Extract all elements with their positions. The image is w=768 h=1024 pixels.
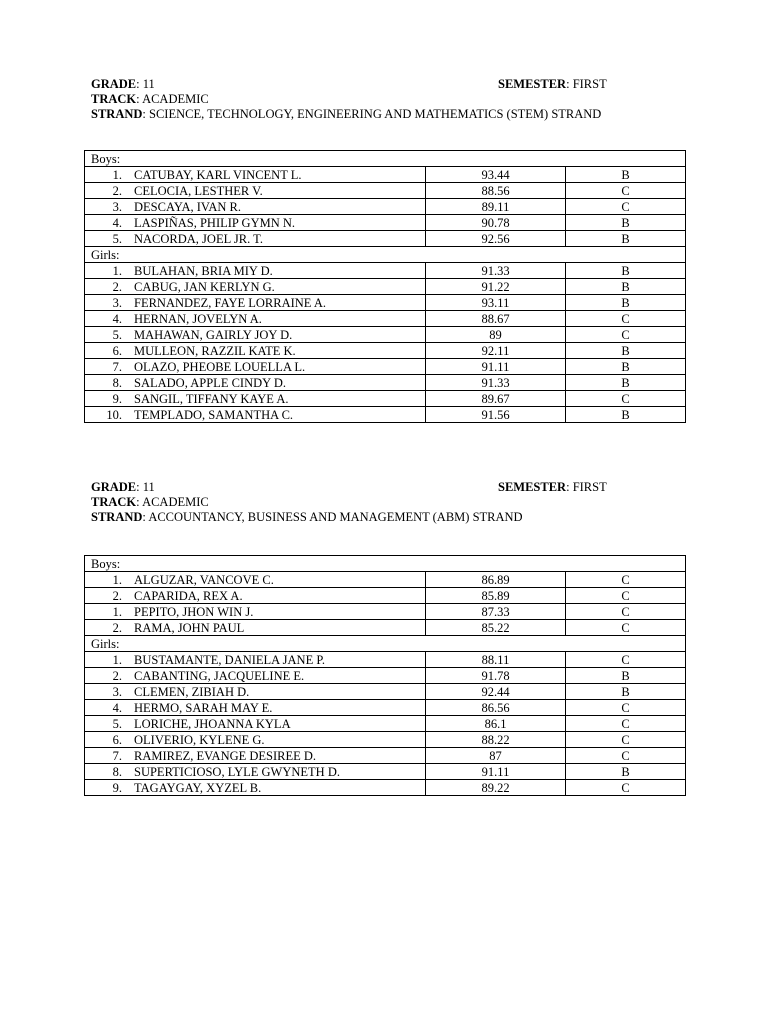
- row-number: 9.: [112, 391, 122, 406]
- grade-cell: 92.44: [426, 684, 566, 700]
- grade-cell: 85.22: [426, 620, 566, 636]
- row-number: 7.: [112, 748, 122, 763]
- rating-cell: C: [566, 780, 686, 796]
- student-name: CELOCIA, LESTHER V.: [134, 183, 263, 198]
- grade-label: GRADE: [91, 480, 137, 494]
- row-number: 5.: [112, 327, 122, 342]
- rating-cell: C: [566, 327, 686, 343]
- row-number: 2.: [112, 668, 122, 683]
- abm-header: [91, 480, 685, 525]
- row-number: 1.: [112, 572, 122, 587]
- row-number: 8.: [112, 375, 122, 390]
- row-number: 1.: [112, 652, 122, 667]
- grade-cell: 92.56: [426, 231, 566, 247]
- rating-cell: B: [566, 764, 686, 780]
- semester-label: SEMESTER: [498, 77, 567, 91]
- group-header-row: [85, 556, 686, 572]
- grade-cell: 88.11: [426, 652, 566, 668]
- grade-line: [91, 77, 685, 92]
- student-row: [85, 572, 686, 588]
- row-number: 3.: [112, 199, 122, 214]
- student-name: OLIVERIO, KYLENE G.: [134, 732, 265, 747]
- row-number: 1.: [112, 604, 122, 619]
- student-name: RAMIREZ, EVANGE DESIREE D.: [134, 748, 317, 763]
- student-name-cell: [85, 231, 426, 247]
- rating-cell: C: [566, 588, 686, 604]
- student-name-cell: [85, 215, 426, 231]
- rating-cell: C: [566, 700, 686, 716]
- student-name-cell: [85, 295, 426, 311]
- grade-cell: 88.67: [426, 311, 566, 327]
- student-name: HERNAN, JOVELYN A.: [134, 311, 262, 326]
- grade-cell: 91.56: [426, 407, 566, 423]
- group-header-row: [85, 636, 686, 652]
- rating-cell: B: [566, 668, 686, 684]
- semester-label: SEMESTER: [498, 480, 567, 494]
- group-label: Boys:: [85, 556, 686, 572]
- strand-value: : ACCOUNTANCY, BUSINESS AND MANAGEMENT (ABM) STRAND: [142, 510, 523, 524]
- rating-cell: B: [566, 407, 686, 423]
- row-number: 6.: [112, 343, 122, 358]
- row-number: 2.: [112, 620, 122, 635]
- row-number: 4.: [112, 311, 122, 326]
- student-name-cell: [85, 652, 426, 668]
- row-number: 4.: [112, 700, 122, 715]
- rating-cell: B: [566, 215, 686, 231]
- stem-roster-table: [84, 150, 686, 423]
- student-row: [85, 327, 686, 343]
- grade-cell: 85.89: [426, 588, 566, 604]
- rating-cell: C: [566, 620, 686, 636]
- rating-cell: B: [566, 279, 686, 295]
- track-line: [91, 92, 685, 107]
- grade-cell: 89.22: [426, 780, 566, 796]
- rating-cell: C: [566, 716, 686, 732]
- student-name: TAGAYGAY, XYZEL B.: [134, 780, 262, 795]
- row-number: 9.: [112, 780, 122, 795]
- grade-cell: 88.22: [426, 732, 566, 748]
- student-row: [85, 311, 686, 327]
- student-name-cell: [85, 391, 426, 407]
- student-name-cell: [85, 780, 426, 796]
- grade-value: : 11: [136, 77, 155, 91]
- strand-value: : SCIENCE, TECHNOLOGY, ENGINEERING AND MATHEMATICS (STEM) STRAND: [142, 107, 602, 121]
- student-name-cell: [85, 183, 426, 199]
- rating-cell: B: [566, 359, 686, 375]
- row-number: 3.: [112, 684, 122, 699]
- student-row: [85, 764, 686, 780]
- group-label: Boys:: [85, 151, 686, 167]
- student-name: DESCAYA, IVAN R.: [134, 199, 241, 214]
- student-name: TEMPLADO, SAMANTHA C.: [134, 407, 294, 422]
- student-name-cell: [85, 668, 426, 684]
- group-header-row: [85, 151, 686, 167]
- grade-cell: 88.56: [426, 183, 566, 199]
- rating-cell: B: [566, 684, 686, 700]
- strand-label: STRAND: [91, 510, 143, 524]
- student-name-cell: [85, 343, 426, 359]
- stem-header: [91, 77, 685, 122]
- row-number: 2.: [112, 588, 122, 603]
- row-number: 1.: [112, 263, 122, 278]
- grade-line: [91, 480, 685, 495]
- rating-cell: C: [566, 572, 686, 588]
- track-label: TRACK: [91, 495, 137, 509]
- student-name: CATUBAY, KARL VINCENT L.: [134, 167, 302, 182]
- student-row: [85, 652, 686, 668]
- grade-cell: 91.22: [426, 279, 566, 295]
- student-row: [85, 375, 686, 391]
- group-label: Girls:: [85, 247, 686, 263]
- abm-roster-table: [84, 555, 686, 796]
- grade-cell: 91.11: [426, 359, 566, 375]
- student-name-cell: [85, 732, 426, 748]
- student-name: SALADO, APPLE CINDY D.: [134, 375, 286, 390]
- student-name: SUPERTICIOSO, LYLE GWYNETH D.: [134, 764, 340, 779]
- student-row: [85, 263, 686, 279]
- student-name-cell: [85, 327, 426, 343]
- group-header-row: [85, 247, 686, 263]
- student-name: MAHAWAN, GAIRLY JOY D.: [134, 327, 293, 342]
- student-name: LASPIÑAS, PHILIP GYMN N.: [134, 215, 296, 230]
- student-name: OLAZO, PHEOBE LOUELLA L.: [134, 359, 306, 374]
- student-name: CLEMEN, ZIBIAH D.: [134, 684, 250, 699]
- student-name-cell: [85, 700, 426, 716]
- student-row: [85, 391, 686, 407]
- grade-cell: 87.33: [426, 604, 566, 620]
- row-number: 5.: [112, 231, 122, 246]
- student-name: NACORDA, JOEL JR. T.: [134, 231, 263, 246]
- student-row: [85, 279, 686, 295]
- grade-cell: 89.11: [426, 199, 566, 215]
- grade-cell: 92.11: [426, 343, 566, 359]
- rating-cell: B: [566, 375, 686, 391]
- student-name-cell: [85, 716, 426, 732]
- student-row: [85, 588, 686, 604]
- student-row: [85, 748, 686, 764]
- student-name-cell: [85, 764, 426, 780]
- row-number: 3.: [112, 295, 122, 310]
- strand-line: [91, 107, 685, 122]
- student-row: [85, 215, 686, 231]
- student-row: [85, 359, 686, 375]
- student-name-cell: [85, 588, 426, 604]
- track-line: [91, 495, 685, 510]
- rating-cell: B: [566, 343, 686, 359]
- student-row: [85, 716, 686, 732]
- row-number: 10.: [106, 407, 122, 422]
- student-name-cell: [85, 279, 426, 295]
- student-row: [85, 231, 686, 247]
- row-number: 2.: [112, 183, 122, 198]
- grade-cell: 90.78: [426, 215, 566, 231]
- student-name-cell: [85, 375, 426, 391]
- student-name-cell: [85, 167, 426, 183]
- grade-cell: 91.78: [426, 668, 566, 684]
- rating-cell: B: [566, 295, 686, 311]
- row-number: 5.: [112, 716, 122, 731]
- student-name-cell: [85, 620, 426, 636]
- rating-cell: C: [566, 199, 686, 215]
- track-value: : ACADEMIC: [136, 92, 209, 106]
- row-number: 8.: [112, 764, 122, 779]
- grade-cell: 93.44: [426, 167, 566, 183]
- student-name: MULLEON, RAZZIL KATE K.: [134, 343, 296, 358]
- student-row: [85, 620, 686, 636]
- student-row: [85, 295, 686, 311]
- semester-value: : FIRST: [566, 77, 607, 91]
- grade-cell: 87: [426, 748, 566, 764]
- rating-cell: B: [566, 167, 686, 183]
- grade-value: : 11: [136, 480, 155, 494]
- student-name: BULAHAN, BRIA MIY D.: [134, 263, 273, 278]
- student-row: [85, 604, 686, 620]
- student-name-cell: [85, 604, 426, 620]
- student-name: PEPITO, JHON WIN J.: [134, 604, 254, 619]
- student-name-cell: [85, 263, 426, 279]
- strand-line: [91, 510, 685, 525]
- semester-value: : FIRST: [566, 480, 607, 494]
- student-row: [85, 183, 686, 199]
- student-name: SANGIL, TIFFANY KAYE A.: [134, 391, 289, 406]
- student-name: HERMO, SARAH MAY E.: [134, 700, 273, 715]
- row-number: 2.: [112, 279, 122, 294]
- student-name-cell: [85, 748, 426, 764]
- student-row: [85, 167, 686, 183]
- student-row: [85, 343, 686, 359]
- student-name: CABANTING, JACQUELINE E.: [134, 668, 305, 683]
- group-label: Girls:: [85, 636, 686, 652]
- grade-cell: 91.11: [426, 764, 566, 780]
- student-name: FERNANDEZ, FAYE LORRAINE A.: [134, 295, 327, 310]
- student-name-cell: [85, 684, 426, 700]
- grade-cell: 89: [426, 327, 566, 343]
- semester-line: [498, 77, 607, 92]
- student-name: CABUG, JAN KERLYN G.: [134, 279, 275, 294]
- student-name: CAPARIDA, REX A.: [134, 588, 243, 603]
- student-name-cell: [85, 311, 426, 327]
- rating-cell: C: [566, 311, 686, 327]
- student-row: [85, 407, 686, 423]
- rating-cell: C: [566, 652, 686, 668]
- grade-cell: 86.56: [426, 700, 566, 716]
- row-number: 7.: [112, 359, 122, 374]
- student-name: LORICHE, JHOANNA KYLA: [134, 716, 291, 731]
- rating-cell: B: [566, 231, 686, 247]
- grade-cell: 86.89: [426, 572, 566, 588]
- rating-cell: B: [566, 263, 686, 279]
- track-label: TRACK: [91, 92, 137, 106]
- student-row: [85, 684, 686, 700]
- student-row: [85, 199, 686, 215]
- student-row: [85, 668, 686, 684]
- rating-cell: C: [566, 748, 686, 764]
- grade-label: GRADE: [91, 77, 137, 91]
- row-number: 4.: [112, 215, 122, 230]
- rating-cell: C: [566, 391, 686, 407]
- student-row: [85, 780, 686, 796]
- rating-cell: C: [566, 732, 686, 748]
- student-name-cell: [85, 199, 426, 215]
- grade-cell: 93.11: [426, 295, 566, 311]
- grade-cell: 91.33: [426, 375, 566, 391]
- student-name-cell: [85, 359, 426, 375]
- grade-cell: 91.33: [426, 263, 566, 279]
- rating-cell: C: [566, 604, 686, 620]
- student-row: [85, 700, 686, 716]
- student-name: RAMA, JOHN PAUL: [134, 620, 245, 635]
- grade-cell: 89.67: [426, 391, 566, 407]
- track-value: : ACADEMIC: [136, 495, 209, 509]
- student-row: [85, 732, 686, 748]
- student-name: ALGUZAR, VANCOVE C.: [134, 572, 274, 587]
- semester-line: [498, 480, 607, 495]
- row-number: 6.: [112, 732, 122, 747]
- student-name-cell: [85, 407, 426, 423]
- strand-label: STRAND: [91, 107, 143, 121]
- grade-cell: 86.1: [426, 716, 566, 732]
- student-name-cell: [85, 572, 426, 588]
- rating-cell: C: [566, 183, 686, 199]
- student-name: BUSTAMANTE, DANIELA JANE P.: [134, 652, 326, 667]
- row-number: 1.: [112, 167, 122, 182]
